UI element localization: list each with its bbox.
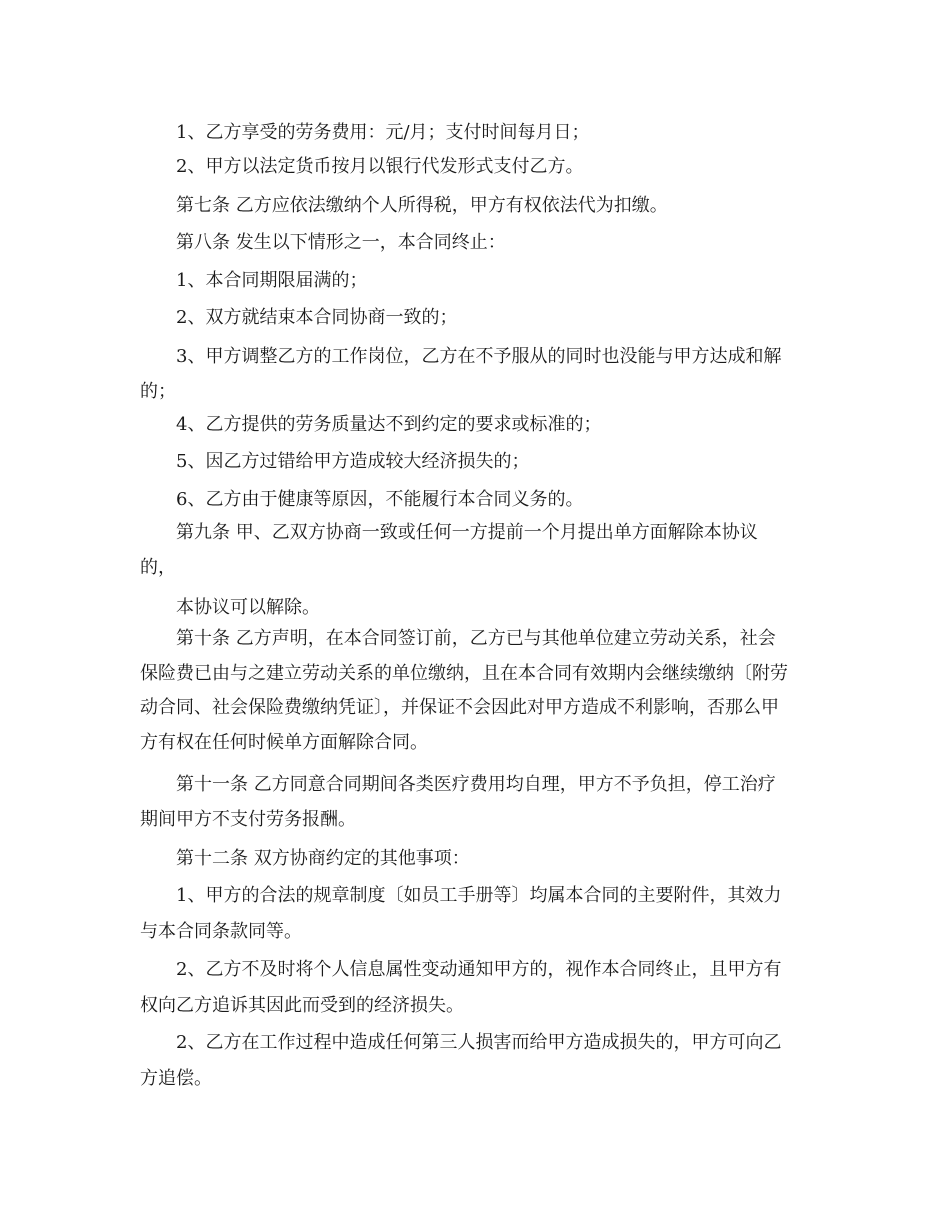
text-line: 第八条 发生以下情形之一，本合同终止： bbox=[176, 232, 506, 253]
article-8 bbox=[140, 226, 810, 260]
text-line: 权向乙方追诉其因此而受到的经济损失。 bbox=[140, 995, 464, 1016]
text-line: 2、乙方不及时将个人信息属性变动通知甲方的，视作本合同终止，且甲方有 bbox=[176, 959, 782, 980]
text-line: 第九条 甲、乙双方协商一致或任何一方提前一个月提出单方面解除本协议 bbox=[176, 522, 758, 543]
text-line: 方有权在任何时候单方面解除合同。 bbox=[140, 731, 428, 753]
article-8-item-6 bbox=[140, 483, 810, 517]
text-line: 方追偿。 bbox=[140, 1068, 212, 1089]
article-12-item-1 bbox=[140, 878, 810, 950]
text-line: 1、乙方享受的劳务费用：元/月；支付时间每月日； bbox=[176, 122, 590, 143]
text-line: 2、乙方在工作过程中造成任何第三人损害而给甲方造成损失的，甲方可向乙 bbox=[176, 1032, 782, 1053]
text-line: 2、双方就结束本合同协商一致的； bbox=[176, 307, 458, 328]
article-11 bbox=[140, 767, 810, 837]
article-8-item-2 bbox=[140, 301, 810, 335]
text-line: 与本合同条款同等。 bbox=[140, 921, 302, 942]
article-8-item-1 bbox=[140, 264, 810, 298]
clause-fee bbox=[140, 116, 810, 150]
text-line: 本协议可以解除。 bbox=[176, 597, 320, 618]
article-10 bbox=[140, 622, 810, 760]
text-line: 5、因乙方过错给甲方造成较大经济损失的； bbox=[176, 451, 530, 472]
text-line: 3、甲方调整乙方的工作岗位，乙方在不予服从的同时也没能与甲方达成和解 bbox=[176, 346, 782, 367]
text-line: 1、甲方的合法的规章制度〔如员工手册等〕均属本合同的主要附件，其效力 bbox=[176, 885, 782, 906]
article-9-cont bbox=[176, 591, 846, 625]
article-8-item-5 bbox=[140, 445, 810, 479]
text-line: 第七条 乙方应依法缴纳个人所得税，甲方有权依法代为扣缴。 bbox=[176, 195, 668, 216]
text-line: 保险费已由与之建立劳动关系的单位缴纳，且在本合同有效期内会继续缴纳〔附劳 bbox=[140, 662, 788, 684]
text-line: 期间甲方不支付劳务报酬。 bbox=[140, 809, 356, 830]
article-12-item-2 bbox=[140, 952, 810, 1024]
article-12 bbox=[140, 842, 810, 876]
text-line: 第十条 乙方声明，在本合同签订前，乙方已与其他单位建立劳动关系，社会 bbox=[176, 628, 776, 649]
clause-payment bbox=[140, 150, 810, 184]
article-9 bbox=[140, 515, 810, 585]
article-12-item-3 bbox=[140, 1025, 810, 1097]
text-line: 的； bbox=[140, 381, 176, 402]
article-8-item-3 bbox=[140, 339, 810, 409]
article-8-item-4 bbox=[140, 408, 810, 442]
text-line: 1、本合同期限届满的； bbox=[176, 270, 368, 291]
text-line: 2、甲方以法定货币按月以银行代发形式支付乙方。 bbox=[176, 156, 584, 177]
text-line: 动合同、社会保险费缴纳凭证〕，并保证不会因此对甲方造成不利影响，否那么甲 bbox=[140, 697, 779, 719]
article-7 bbox=[140, 189, 810, 223]
text-line: 第十一条 乙方同意合同期间各类医疗费用均自理，甲方不予负担，停工治疗 bbox=[176, 774, 776, 795]
text-line: 4、乙方提供的劳务质量达不到约定的要求或标准的； bbox=[176, 414, 602, 435]
text-line: 6、乙方由于健康等原因，不能履行本合同义务的。 bbox=[176, 489, 584, 510]
text-line: 第十二条 双方协商约定的其他事项： bbox=[176, 848, 470, 869]
text-line: 的， bbox=[140, 557, 176, 578]
